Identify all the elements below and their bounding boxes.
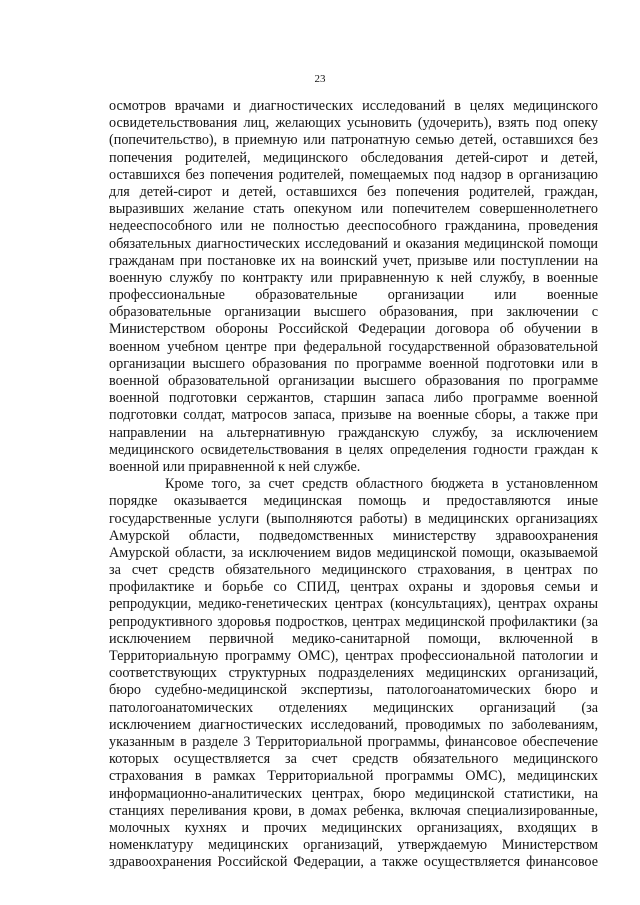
text-line: гражданам при постановке их на воинский учет, призыве или поступлении на: [109, 252, 598, 269]
text-line: военной образовательной организации высшего образования по программе: [109, 373, 598, 389]
text-line: выразивших желание стать опекуном или попечителем совершеннолетнего: [109, 201, 598, 218]
text-line: освидетельствования лиц, желающих усыновить (удочерить), взять под опеку: [109, 115, 598, 132]
text-line: репродукции, медико-генетических центрах (консультациях), центрах охраны: [109, 596, 598, 613]
text-line: за счет средств обязательного медицинского страхования, в центрах по: [109, 562, 598, 579]
text-line: репродуктивного здоровья подростков, центрах медицинской профилактики (за: [109, 613, 598, 630]
text-line: Амурской области, подведомственных министерству здравоохранения: [109, 527, 598, 544]
text-line: организации высшего образования по программе военной подготовки или в: [109, 355, 598, 372]
text-line: Амурской области, за исключением видов медицинской помощи, оказываемой: [109, 544, 598, 561]
text-line: исключением диагностических исследований, проводимых по заболеваниям,: [109, 716, 598, 733]
text-line: недееспособного или не полностью дееспособного гражданина, проведения: [109, 218, 598, 235]
text-line: которых осуществляется за счет средств обязательного медицинского: [109, 751, 598, 768]
text-line: номенклатуру медицинских организаций, утверждаемую Министерством: [109, 837, 598, 854]
text-line: государственные услуги (выполняются работы) в медицинских организациях: [109, 510, 598, 527]
text-line: военном учебном центре при федеральной государственной образовательной: [109, 338, 598, 355]
paragraph-1: [109, 98, 598, 476]
text-line: порядке оказывается медицинская помощь и предоставляются иные: [109, 493, 598, 510]
text-line: направлении на альтернативную гражданскую службу, за исключением: [109, 424, 598, 441]
text-line: станциях переливания крови, в домах ребенка, включая специализированные,: [109, 802, 598, 819]
text-line: оставшихся без попечения родителей, помещаемых под надзор в организацию: [109, 166, 598, 183]
text-line: профилактике и борьбе со СПИД, центрах охраны и здоровья семьи и: [109, 579, 598, 596]
text-line: профессиональные образовательные организации или военные: [109, 287, 598, 304]
text-line: осмотров врачами и диагностических исследований в целях медицинского: [109, 98, 598, 114]
text-line: для детей-сирот и детей, оставшихся без попечения родителей, граждан,: [109, 183, 598, 200]
text-line: исключением первичной медико-санитарной помощи, включенной в: [109, 630, 598, 647]
text-line: патологоанатомических отделениях медицинских организаций (за: [109, 699, 598, 716]
page-number: 23: [314, 73, 326, 85]
text-line: попечения родителей, медицинского обследования детей-сирот и детей,: [109, 149, 598, 166]
text-line: здравоохранения Российской Федерации, а также осуществляется финансовое: [109, 854, 598, 871]
text-line: Министерством обороны Российской Федерации договора об обучении в: [109, 321, 598, 338]
text-line: (попечительство), в приемную или патронатную семью детей, оставшихся без: [109, 132, 598, 149]
text-line: информационно-аналитических центрах, бюро медицинской статистики, на: [109, 785, 598, 802]
text-line: подготовки солдат, матросов запаса, призыве на военные сборы, а также при: [109, 407, 598, 424]
text-line: образовательные организации высшего образования, при заключении с: [109, 304, 598, 321]
text-line: Кроме того, за счет средств областного бюджета в установленном: [165, 476, 598, 493]
text-line: военной или приравненной к ней службе.: [109, 458, 361, 475]
text-line: соответствующих структурных подразделениях медицинских организаций,: [109, 665, 598, 682]
document-body: [109, 98, 598, 871]
text-line: страхования в рамках Территориальной программы ОМС), медицинских: [109, 768, 598, 785]
text-line: военной подготовки сержантов, старшин запаса либо программе военной: [109, 390, 598, 407]
text-line: указанным в разделе 3 Территориальной программы, финансовое обеспечение: [109, 733, 598, 750]
text-line: военную службу по контракту или приравненную к ней службу, в военные: [109, 269, 598, 286]
paragraph-2: [109, 476, 598, 871]
text-line: бюро судебно-медицинской экспертизы, патологоанатомических бюро и: [109, 682, 598, 699]
text-line: Территориальную программу ОМС), центрах профессиональной патологии и: [109, 648, 598, 664]
text-line: медицинского освидетельствования в целях определения годности граждан к: [109, 441, 598, 458]
text-line: обязательных диагностических исследований и оказания медицинской помощи: [109, 235, 598, 252]
text-line: молочных кухнях и прочих медицинских организациях, входящих в: [109, 819, 598, 836]
